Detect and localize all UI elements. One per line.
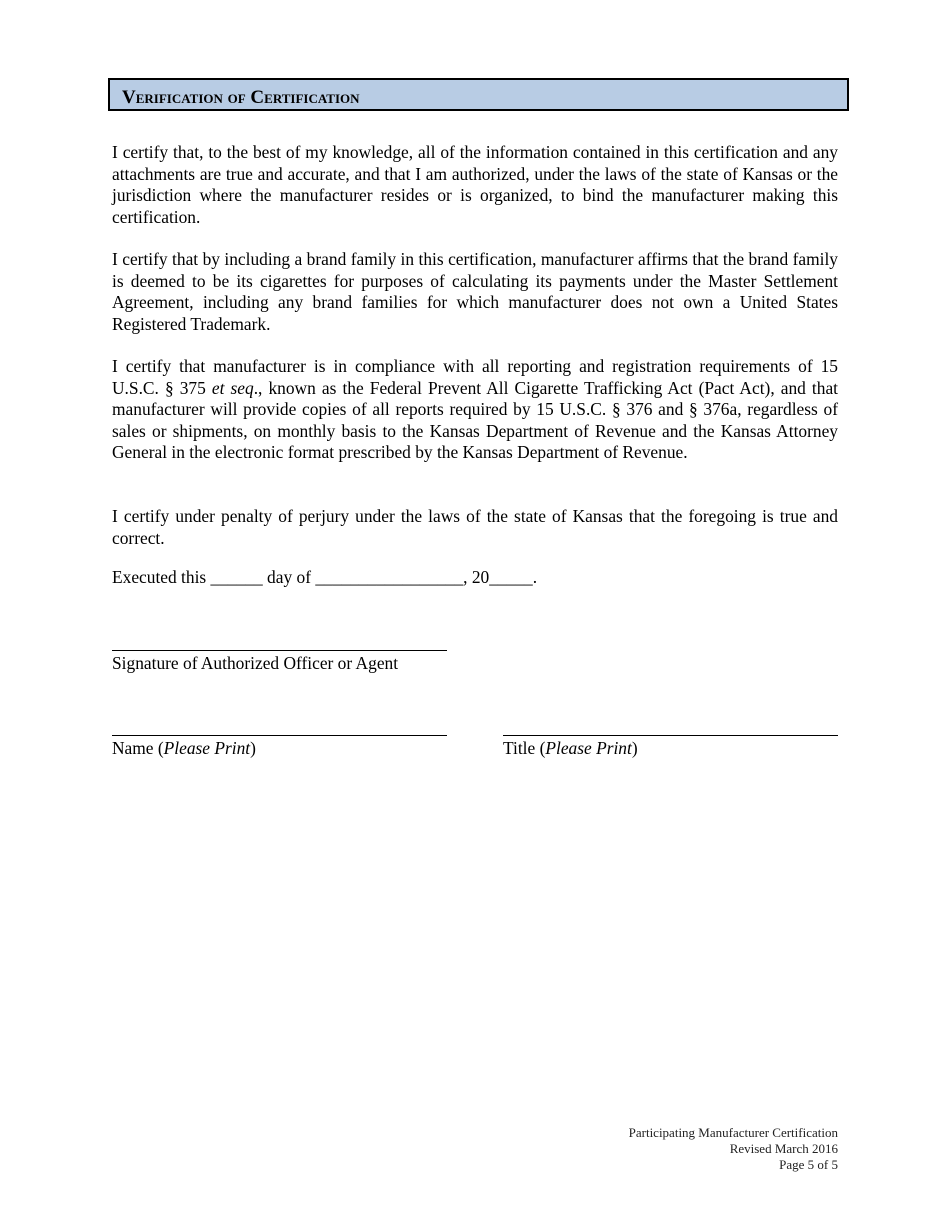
executed-date-line[interactable]: Executed this ______ day of _________________, 20_____. (112, 567, 538, 587)
signature-label: Signature of Authorized Officer or Agent (112, 653, 399, 673)
title-label: Title (Please Print) (503, 738, 638, 758)
section-header (108, 78, 849, 111)
certification-paragraph-brand-family: I certify that by including a brand family in this certification, manufacturer affirms that the brand family is deemed to be its cigarettes for purposes of calculating its payments under the Master Settlement Agreement, including any brand families for which manufacturer does not own a United States Registered Trademark. (112, 249, 838, 334)
title-line[interactable] (503, 735, 838, 736)
certification-paragraph-accuracy: I certify that, to the best of my knowledge, all of the information contained in this certification and any attachments are true and accurate, and that I am authorized, under the laws of the state of Kansas or the jurisdiction where the manufacturer resides or is organized, to bind the manufacturer making this certification. (112, 142, 838, 227)
certification-paragraph-perjury: I certify under penalty of perjury under the laws of the state of Kansas that the foregoing is true and correct. (112, 506, 838, 548)
signature-line[interactable] (112, 650, 447, 651)
name-label: Name (Please Print) (112, 738, 256, 758)
pact-act-text-end: ., known as the Federal Prevent All Cigarette Trafficking Act (Pact Act), and that manufacturer will provide copies of all reports required by 15 U.S.C. § 376 and § 376a, regardless of sales or shipments, on monthly basis to the Kansas Department of Revenue and the Kansas Attorney General in the electronic format prescribed by the Kansas Department of Revenue. (112, 377, 838, 462)
title-please-print: Please Print (545, 738, 632, 758)
footer-revision: Revised March 2016 (729, 1141, 838, 1156)
et-seq-italic: et seq (211, 377, 254, 398)
certification-paragraph-pact-act (112, 356, 838, 464)
page-footer (629, 1125, 838, 1173)
section-title: Verification of Certification (122, 87, 360, 108)
footer-document-name: Participating Manufacturer Certification (628, 1125, 838, 1140)
pact-act-text-start: I certify that manufacturer is in compliance with all reporting and registration requirements of 15 U.S.C. § 375 (112, 356, 838, 398)
name-line[interactable] (112, 735, 447, 736)
footer-page-number: Page 5 of 5 (779, 1157, 838, 1172)
name-please-print: Please Print (163, 738, 251, 758)
